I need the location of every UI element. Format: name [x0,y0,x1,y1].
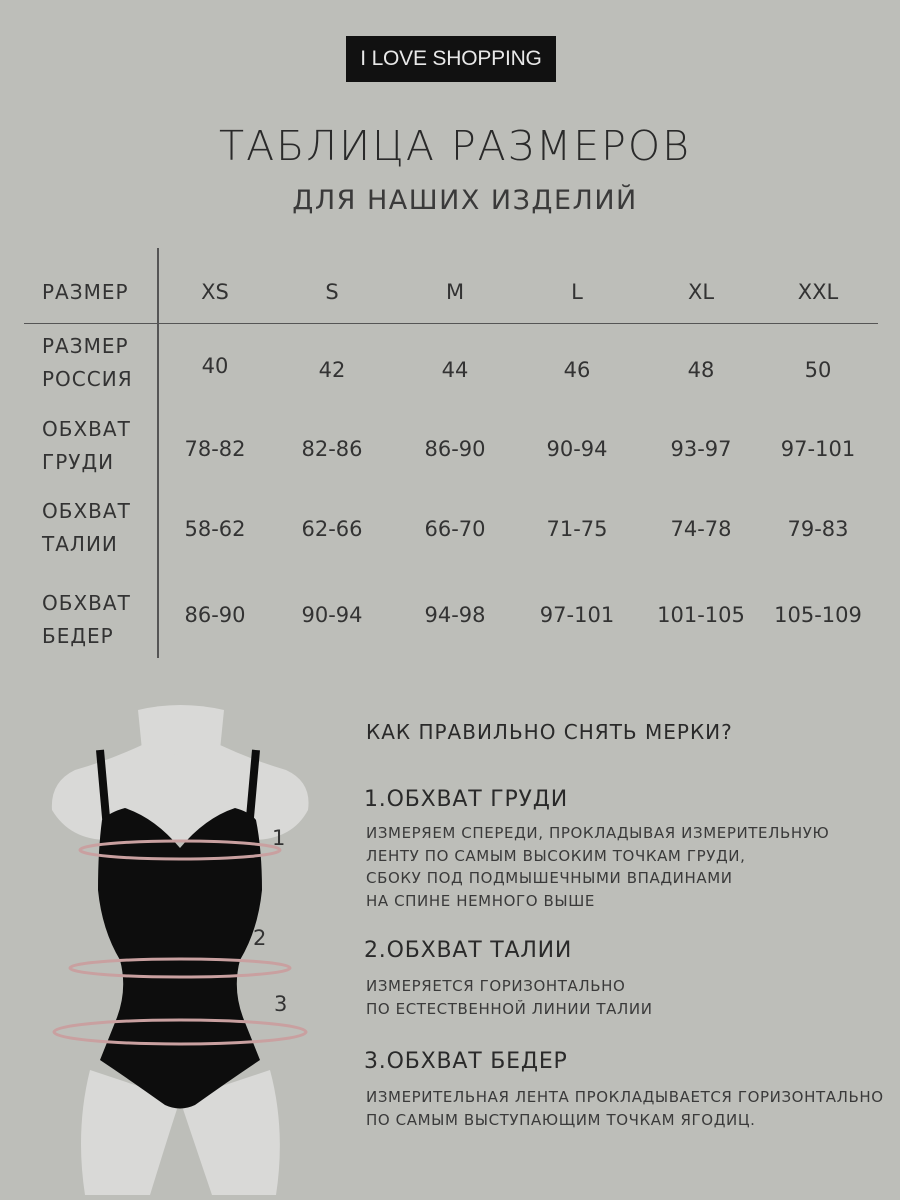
table-cell: 97-101 [780,437,856,461]
row-label-line: РАЗМЕР [42,334,129,358]
section-heading-chest: 1.ОБХВАТ ГРУДИ [364,787,568,812]
figure-mark-1: 1 [272,826,286,850]
size-header-xxl: XXL [797,280,839,304]
measure-guide-title: КАК ПРАВИЛЬНО СНЯТЬ МЕРКИ? [366,720,733,744]
row-label-line: ОБХВАТ [42,499,131,523]
table-cell: 40 [201,354,229,378]
brand-logo: I LOVE SHOPPING [346,36,556,82]
table-cell: 90-94 [301,603,363,627]
table-cell: 97-101 [539,603,615,627]
section-text-chest [366,822,886,912]
table-row-label [42,587,157,653]
table-horizontal-divider [24,323,878,324]
page-title: ТАБЛИЦА РАЗМЕРОВ [219,122,691,170]
table-cell: 101-105 [657,603,745,627]
size-header-l: L [571,280,583,304]
section-text-waist [366,975,886,1020]
row-label-line: РОССИЯ [42,367,133,391]
size-header-xs: XS [201,280,229,304]
table-cell: 90-94 [546,437,608,461]
section-heading-waist: 2.ОБХВАТ ТАЛИИ [364,938,573,963]
table-row-label [42,330,157,396]
section-text-hips [366,1086,886,1131]
text-line: СБОКУ ПОД ПОДМЫШЕЧНЫМИ ВПАДИНАМИ [366,869,733,887]
row-label-line: ТАЛИИ [42,532,118,556]
table-cell: 48 [687,358,715,382]
text-line: ИЗМЕРИТЕЛЬНАЯ ЛЕНТА ПРОКЛАДЫВАЕТСЯ ГОРИЗОНТАЛЬНО [366,1088,884,1106]
size-header-m: M [445,280,465,304]
table-cell: 46 [563,358,591,382]
table-row-label [42,495,157,561]
size-header-xl: XL [687,280,715,304]
figure-mark-3: 3 [274,992,288,1016]
table-cell: 74-78 [670,517,732,541]
mannequin-bodysuit-icon [30,690,330,1200]
text-line: ЛЕНТУ ПО САМЫМ ВЫСОКИМ ТОЧКАМ ГРУДИ, [366,846,746,865]
table-cell: 94-98 [424,603,486,627]
table-cell: 86-90 [184,603,246,627]
section-heading-hips: 3.ОБХВАТ БЕДЕР [364,1049,568,1074]
text-line: ИЗМЕРЯЕТСЯ ГОРИЗОНТАЛЬНО [366,977,626,995]
table-row-label [42,413,157,479]
text-line: ПО ЕСТЕСТВЕННОЙ ЛИНИИ ТАЛИИ [366,999,653,1018]
table-cell: 78-82 [184,437,246,461]
table-cell: 50 [804,358,832,382]
table-cell: 82-86 [301,437,363,461]
figure-mark-2: 2 [253,926,267,950]
text-line: ИЗМЕРЯЕМ СПЕРЕДИ, ПРОКЛАДЫВАЯ ИЗМЕРИТЕЛЬНУЮ [366,824,830,842]
table-cell: 79-83 [787,517,849,541]
row-label-line: ОБХВАТ [42,591,131,615]
text-line: НА СПИНЕ НЕМНОГО ВЫШЕ [366,891,595,910]
table-cell: 42 [318,358,346,382]
table-cell: 105-109 [774,603,862,627]
row-label-line: ОБХВАТ [42,417,131,441]
page-subtitle: ДЛЯ НАШИХ ИЗДЕЛИЙ [292,185,638,216]
table-cell: 66-70 [424,517,486,541]
text-line: ПО САМЫМ ВЫСТУПАЮЩИМ ТОЧКАМ ЯГОДИЦ. [366,1110,756,1129]
row-label-line: БЕДЕР [42,624,114,648]
table-cell: 62-66 [301,517,363,541]
size-header-s: S [325,280,339,304]
table-cell: 71-75 [546,517,608,541]
table-cell: 93-97 [670,437,732,461]
table-cell: 44 [441,358,469,382]
row-label-line: ГРУДИ [42,450,115,474]
table-cell: 86-90 [424,437,486,461]
table-cell: 58-62 [184,517,246,541]
table-header-label: РАЗМЕР [42,280,129,304]
